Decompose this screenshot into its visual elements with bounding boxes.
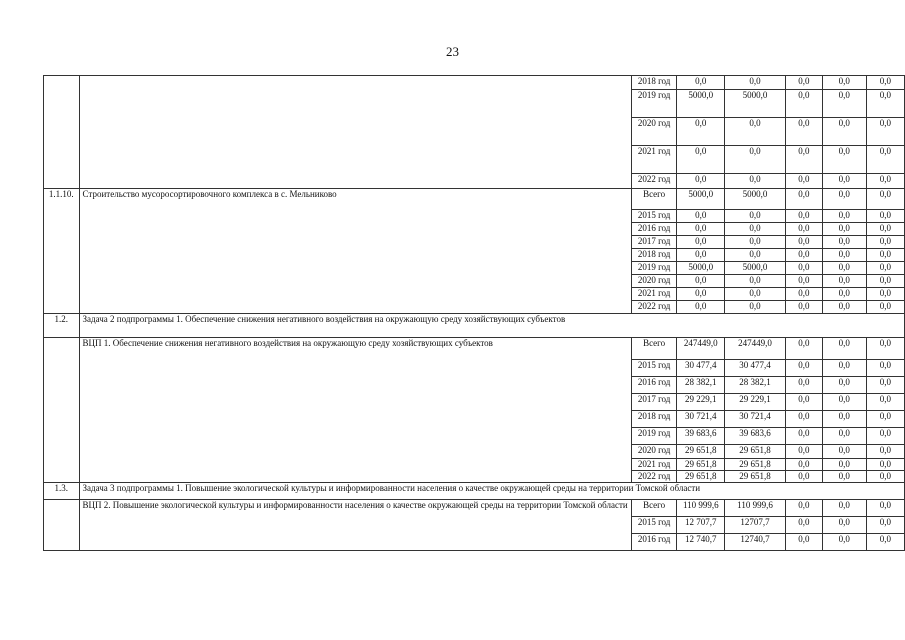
year-cell: 2019 год: [631, 262, 677, 275]
value-cell: 0,0: [725, 223, 786, 236]
value-cell: 0,0: [677, 223, 725, 236]
value-cell: 0,0: [785, 459, 822, 471]
value-cell: 0,0: [866, 428, 904, 445]
value-cell: 0,0: [866, 301, 904, 314]
year-cell: Всего: [631, 500, 677, 517]
value-cell: 0,0: [866, 210, 904, 223]
task-title: Задача 3 подпрограммы 1. Повышение экологической культуры и информированности населения о качестве окружающей среды на территории Томской области: [79, 483, 904, 500]
value-cell: 0,0: [866, 146, 904, 174]
year-cell: 2019 год: [631, 90, 677, 118]
item-name: ВЦП 2. Повышение экологической культуры и информированности населения о качестве окружающей среды на территории Томской области: [79, 500, 631, 551]
value-cell: 0,0: [866, 288, 904, 301]
year-cell: 2021 год: [631, 459, 677, 471]
value-cell: 0,0: [866, 517, 904, 534]
value-cell: 0,0: [725, 249, 786, 262]
item-code: [44, 338, 80, 483]
value-cell: 0,0: [822, 210, 866, 223]
year-cell: 2018 год: [631, 76, 677, 90]
year-cell: 2022 год: [631, 301, 677, 314]
value-cell: 0,0: [866, 189, 904, 210]
value-cell: 39 683,6: [725, 428, 786, 445]
value-cell: 30 721,4: [677, 411, 725, 428]
value-cell: 0,0: [866, 471, 904, 483]
value-cell: 0,0: [677, 236, 725, 249]
value-cell: 0,0: [866, 275, 904, 288]
value-cell: 0,0: [785, 338, 822, 360]
value-cell: 5000,0: [725, 262, 786, 275]
value-cell: 29 651,8: [725, 471, 786, 483]
value-cell: 0,0: [822, 174, 866, 189]
value-cell: 0,0: [822, 90, 866, 118]
item-code: [44, 76, 80, 189]
value-cell: 0,0: [785, 236, 822, 249]
value-cell: 12 707,7: [677, 517, 725, 534]
value-cell: 0,0: [785, 174, 822, 189]
value-cell: 0,0: [866, 262, 904, 275]
item-name: [79, 76, 631, 189]
value-cell: 0,0: [725, 236, 786, 249]
value-cell: 29 651,8: [725, 459, 786, 471]
value-cell: 0,0: [785, 189, 822, 210]
value-cell: 0,0: [785, 500, 822, 517]
value-cell: 0,0: [785, 377, 822, 394]
value-cell: 0,0: [785, 360, 822, 377]
value-cell: 0,0: [785, 471, 822, 483]
value-cell: 0,0: [785, 534, 822, 551]
value-cell: 12740,7: [725, 534, 786, 551]
value-cell: 0,0: [866, 459, 904, 471]
value-cell: 0,0: [822, 428, 866, 445]
task-row: [44, 483, 905, 500]
value-cell: 0,0: [822, 534, 866, 551]
value-cell: 0,0: [822, 262, 866, 275]
value-cell: 0,0: [866, 445, 904, 459]
year-cell: 2016 год: [631, 377, 677, 394]
value-cell: 0,0: [725, 210, 786, 223]
value-cell: 0,0: [822, 394, 866, 411]
value-cell: 5000,0: [725, 189, 786, 210]
value-cell: 0,0: [677, 210, 725, 223]
value-cell: 0,0: [866, 338, 904, 360]
value-cell: 29 229,1: [725, 394, 786, 411]
value-cell: 0,0: [866, 118, 904, 146]
task-row: [44, 314, 905, 338]
value-cell: 0,0: [785, 411, 822, 428]
item-code: 1.2.: [44, 314, 80, 338]
task-title: Задача 2 подпрограммы 1. Обеспечение снижения негативного воздействия на окружающую среду хозяйствующих субъектов: [79, 314, 904, 338]
item-code: 1.3.: [44, 483, 80, 500]
value-cell: 0,0: [822, 118, 866, 146]
value-cell: 29 651,8: [677, 471, 725, 483]
value-cell: 28 382,1: [677, 377, 725, 394]
value-cell: 0,0: [785, 76, 822, 90]
value-cell: 0,0: [822, 411, 866, 428]
value-cell: 0,0: [822, 471, 866, 483]
year-cell: 2022 год: [631, 471, 677, 483]
value-cell: 0,0: [677, 174, 725, 189]
item-code: 1.1.10.: [44, 189, 80, 314]
value-cell: 0,0: [822, 360, 866, 377]
value-cell: 247449,0: [725, 338, 786, 360]
value-cell: 5000,0: [677, 189, 725, 210]
value-cell: 0,0: [822, 236, 866, 249]
value-cell: 28 382,1: [725, 377, 786, 394]
budget-table: [43, 75, 905, 551]
value-cell: 0,0: [866, 377, 904, 394]
value-cell: 0,0: [866, 90, 904, 118]
value-cell: 0,0: [822, 249, 866, 262]
value-cell: 0,0: [785, 301, 822, 314]
year-cell: 2015 год: [631, 210, 677, 223]
year-cell: 2017 год: [631, 236, 677, 249]
value-cell: 0,0: [822, 146, 866, 174]
year-cell: Всего: [631, 189, 677, 210]
value-cell: 0,0: [866, 394, 904, 411]
value-cell: 0,0: [677, 76, 725, 90]
value-cell: 0,0: [785, 146, 822, 174]
year-cell: Всего: [631, 338, 677, 360]
value-cell: 0,0: [866, 534, 904, 551]
value-cell: 0,0: [866, 249, 904, 262]
item-name: Строительство мусоросортировочного комплекса в с. Мельниково: [79, 189, 631, 314]
value-cell: 110 999,6: [677, 500, 725, 517]
value-cell: 110 999,6: [725, 500, 786, 517]
value-cell: 0,0: [866, 360, 904, 377]
value-cell: 5000,0: [725, 90, 786, 118]
year-cell: 2015 год: [631, 517, 677, 534]
value-cell: 0,0: [785, 249, 822, 262]
item-code: [44, 500, 80, 551]
value-cell: 29 229,1: [677, 394, 725, 411]
value-cell: 30 477,4: [677, 360, 725, 377]
value-cell: 0,0: [677, 275, 725, 288]
value-cell: 0,0: [677, 146, 725, 174]
value-cell: 0,0: [785, 288, 822, 301]
value-cell: 0,0: [866, 236, 904, 249]
value-cell: 0,0: [785, 428, 822, 445]
year-cell: 2020 год: [631, 275, 677, 288]
value-cell: 0,0: [725, 76, 786, 90]
value-cell: 0,0: [677, 249, 725, 262]
value-cell: 0,0: [822, 76, 866, 90]
value-cell: 0,0: [822, 500, 866, 517]
value-cell: 0,0: [725, 288, 786, 301]
value-cell: 0,0: [866, 76, 904, 90]
year-cell: 2016 год: [631, 223, 677, 236]
value-cell: 5000,0: [677, 262, 725, 275]
table-row: [44, 338, 905, 360]
value-cell: 0,0: [866, 500, 904, 517]
value-cell: 0,0: [677, 118, 725, 146]
value-cell: 0,0: [822, 288, 866, 301]
year-cell: 2015 год: [631, 360, 677, 377]
year-cell: 2021 год: [631, 288, 677, 301]
value-cell: 0,0: [725, 275, 786, 288]
value-cell: 0,0: [822, 189, 866, 210]
value-cell: 0,0: [677, 301, 725, 314]
year-cell: 2020 год: [631, 445, 677, 459]
year-cell: 2019 год: [631, 428, 677, 445]
value-cell: 0,0: [866, 223, 904, 236]
year-cell: 2018 год: [631, 411, 677, 428]
value-cell: 0,0: [866, 174, 904, 189]
item-name: ВЦП 1. Обеспечение снижения негативного воздействия на окружающую среду хозяйствующих субъектов: [79, 338, 631, 483]
value-cell: 0,0: [785, 517, 822, 534]
value-cell: 0,0: [725, 146, 786, 174]
value-cell: 0,0: [822, 223, 866, 236]
year-cell: 2021 год: [631, 146, 677, 174]
value-cell: 29 651,8: [677, 459, 725, 471]
value-cell: 5000,0: [677, 90, 725, 118]
value-cell: 12707,7: [725, 517, 786, 534]
value-cell: 0,0: [725, 118, 786, 146]
value-cell: 39 683,6: [677, 428, 725, 445]
value-cell: 0,0: [785, 445, 822, 459]
value-cell: 0,0: [822, 377, 866, 394]
year-cell: 2018 год: [631, 249, 677, 262]
value-cell: 0,0: [677, 288, 725, 301]
page-number: 23: [446, 44, 459, 59]
value-cell: 0,0: [785, 90, 822, 118]
value-cell: 247449,0: [677, 338, 725, 360]
value-cell: 0,0: [725, 174, 786, 189]
value-cell: 0,0: [785, 275, 822, 288]
value-cell: 30 477,4: [725, 360, 786, 377]
table-row: [44, 76, 905, 90]
value-cell: 0,0: [785, 394, 822, 411]
year-cell: 2016 год: [631, 534, 677, 551]
value-cell: 0,0: [785, 262, 822, 275]
value-cell: 0,0: [822, 445, 866, 459]
value-cell: 0,0: [822, 301, 866, 314]
year-cell: 2022 год: [631, 174, 677, 189]
value-cell: 12 740,7: [677, 534, 725, 551]
value-cell: 0,0: [785, 223, 822, 236]
value-cell: 0,0: [866, 411, 904, 428]
value-cell: 29 651,8: [677, 445, 725, 459]
year-cell: 2017 год: [631, 394, 677, 411]
value-cell: 0,0: [725, 301, 786, 314]
table-row: [44, 189, 905, 210]
table-row: [44, 500, 905, 517]
value-cell: 30 721,4: [725, 411, 786, 428]
value-cell: 0,0: [822, 275, 866, 288]
value-cell: 0,0: [785, 118, 822, 146]
value-cell: 0,0: [822, 338, 866, 360]
value-cell: 0,0: [822, 517, 866, 534]
year-cell: 2020 год: [631, 118, 677, 146]
value-cell: 0,0: [822, 459, 866, 471]
value-cell: 29 651,8: [725, 445, 786, 459]
value-cell: 0,0: [785, 210, 822, 223]
